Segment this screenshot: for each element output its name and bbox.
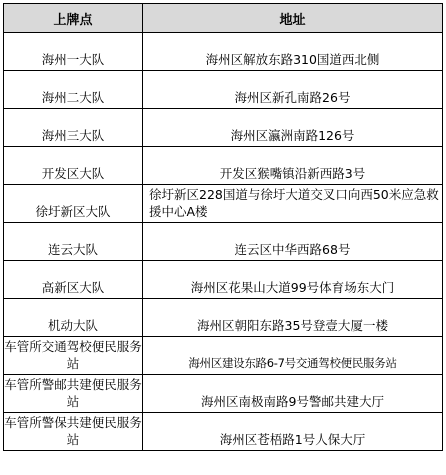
table-row (4, 185, 443, 223)
location-address: 海州区朝阳东路35号登壹大厦一楼 (143, 299, 443, 337)
location-name: 车管所警保共建便民服务站 (4, 413, 143, 451)
location-name: 连云大队 (4, 223, 143, 261)
table-row (4, 147, 443, 185)
location-address: 开发区猴嘴镇沿新西路3号 (143, 147, 443, 185)
table-row (4, 375, 443, 413)
header-location: 上牌点 (4, 4, 143, 33)
table-row (4, 33, 443, 71)
location-name: 机动大队 (4, 299, 143, 337)
table-row (4, 337, 443, 375)
location-address: 海州区建设东路6-7号交通驾校便民服务站 (143, 337, 443, 375)
registration-points-table (3, 3, 443, 451)
header-address: 地址 (143, 4, 443, 33)
header-row (4, 4, 443, 33)
location-name: 高新区大队 (4, 261, 143, 299)
location-address: 徐圩新区228国道与徐圩大道交叉口向西50米应急救援中心A楼 (143, 185, 443, 223)
location-address: 海州区瀛洲南路126号 (143, 109, 443, 147)
location-address: 海州区新孔南路26号 (143, 71, 443, 109)
location-address: 海州区苍梧路1号人保大厅 (143, 413, 443, 451)
location-name: 海州三大队 (4, 109, 143, 147)
table-row (4, 299, 443, 337)
location-name: 开发区大队 (4, 147, 143, 185)
table-row (4, 223, 443, 261)
table-row (4, 261, 443, 299)
location-address: 海州区南极南路9号警邮共建大厅 (143, 375, 443, 413)
table-row (4, 109, 443, 147)
location-address: 海州区解放东路310国道西北侧 (143, 33, 443, 71)
location-name: 车管所警邮共建便民服务站 (4, 375, 143, 413)
location-name: 车管所交通驾校便民服务站 (4, 337, 143, 375)
location-address: 海州区花果山大道99号体育场东大门 (143, 261, 443, 299)
location-address: 连云区中华西路68号 (143, 223, 443, 261)
location-name: 海州二大队 (4, 71, 143, 109)
table-row (4, 71, 443, 109)
location-name: 徐圩新区大队 (4, 185, 143, 223)
table-row (4, 413, 443, 451)
location-name: 海州一大队 (4, 33, 143, 71)
